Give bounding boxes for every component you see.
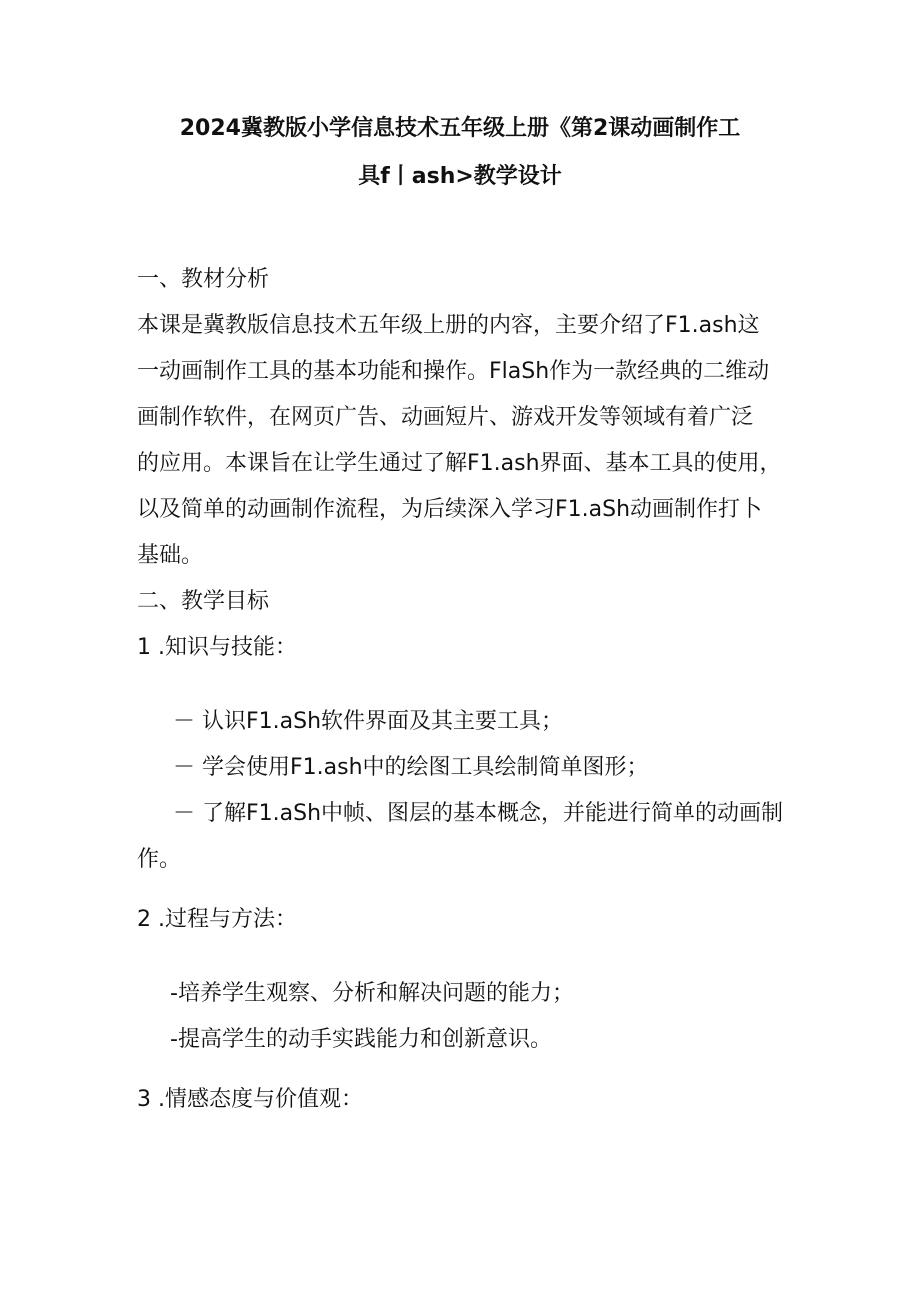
- section-heading-teaching-goals: 二、教学目标: [137, 589, 270, 614]
- paragraph-textbook-analysis: [137, 303, 787, 579]
- goal-bullet: -培养学生观察、分析和解决问题的能力；: [170, 981, 574, 1006]
- goal-bullet: － 认识F1.aSh软件界面及其主要工具；: [173, 709, 564, 734]
- paragraph-line: 本课是冀教版信息技术五年级上册的内容，主要介绍了F1.ash这: [137, 313, 760, 338]
- goal-bullet-continuation: 作。: [137, 847, 182, 872]
- section-heading-textbook-analysis: 一、教材分析: [137, 267, 270, 292]
- goal-bullet: － 学会使用F1.ash中的绘图工具绘制简单图形；: [173, 755, 649, 780]
- goal-bullet: － 了解F1.aSh中帧、图层的基本概念，并能进行简单的动画制: [173, 801, 784, 826]
- goal-bullet: -提高学生的动手实践能力和创新意识。: [170, 1027, 552, 1052]
- paragraph-line: 一动画制作工具的基本功能和操作。FlaSh作为一款经典的二维动: [137, 359, 770, 384]
- goal-heading-attitudes-values: 3 .情感态度与价值观：: [137, 1087, 363, 1112]
- paragraph-line: 画制作软件，在网页广告、动画短片、游戏开发等领域有着广泛: [137, 405, 754, 430]
- paragraph-line: 以及简单的动画制作流程，为后续深入学习F1.aSh动画制作打卜: [137, 497, 763, 522]
- document-body: [137, 257, 787, 1123]
- paragraph-line: 的应用。本课旨在让学生通过了解F1.ash界面、基本工具的使用，: [137, 451, 782, 476]
- goal-heading-process-methods: 2 .过程与方法：: [137, 907, 297, 932]
- goal-heading-knowledge-skills: 1 .知识与技能：: [137, 635, 297, 660]
- document-title-line-1: 2024冀教版小学信息技术五年级上册《第2课动画制作工: [179, 116, 741, 141]
- paragraph-line: 基础。: [137, 543, 204, 568]
- document-title-line-2: 具f丨ash>教学设计: [358, 164, 562, 189]
